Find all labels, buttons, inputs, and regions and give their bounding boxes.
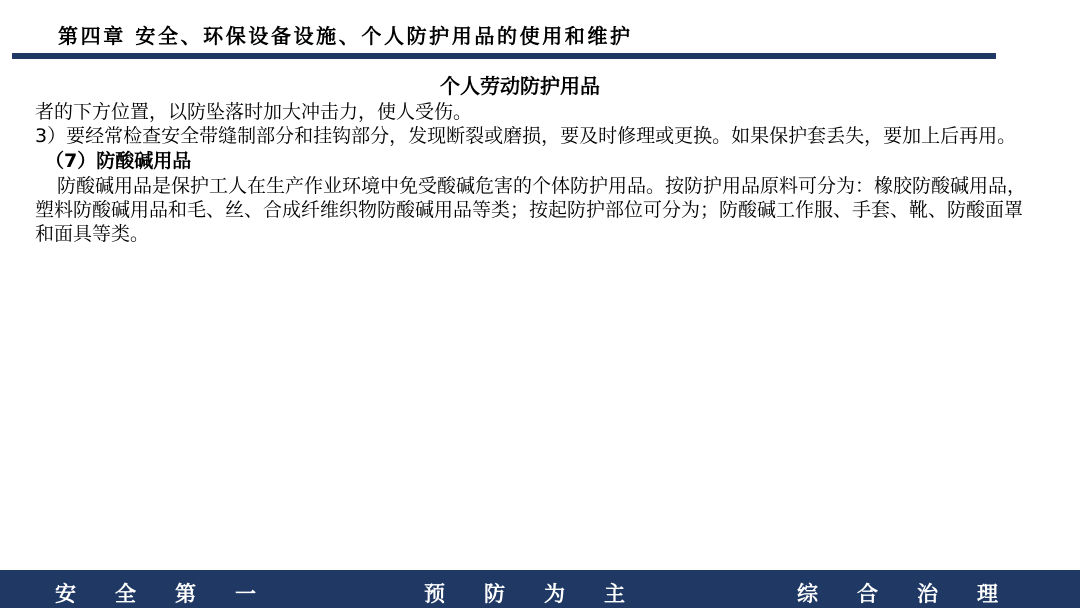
footer-slogan-comprehensive: 综合治理: [797, 582, 1037, 606]
footer-slogan-safety-first: 安全第一: [55, 582, 295, 606]
slide-content: [35, 72, 1035, 246]
footer-slogan-prevention: 预防为主: [424, 582, 664, 606]
header-divider: [12, 53, 996, 59]
chapter-title: 第四章 安全、环保设备设施、个人防护用品的使用和维护: [58, 24, 633, 48]
body-paragraph: [35, 174, 1035, 246]
body-paragraph-text: 防酸碱用品是保护工人在生产作业环境中免受酸碱危害的个体防护用品。按防护用品原料可分为：橡胶防酸碱用品，塑料防酸碱用品和毛、丝、合成纤维织物防酸碱用品等类；按起防护部位可分为；防酸碱工作服、手套、靴、防酸面罩和面具等类。: [35, 175, 1027, 245]
footer-bar: [0, 570, 1080, 608]
paragraph-1: 者的下方位置，以防坠落时加大冲击力，使人受伤。: [35, 101, 473, 123]
section-heading: 个人劳动防护用品: [440, 74, 600, 98]
subheading-acid-alkali: （7）防酸碱用品: [45, 150, 192, 172]
paragraph-2: 3）要经常检查安全带缝制部分和挂钩部分，发现断裂或磨损，要及时修理或更换。如果保护套丢失，要加上后再用。: [35, 125, 1017, 147]
